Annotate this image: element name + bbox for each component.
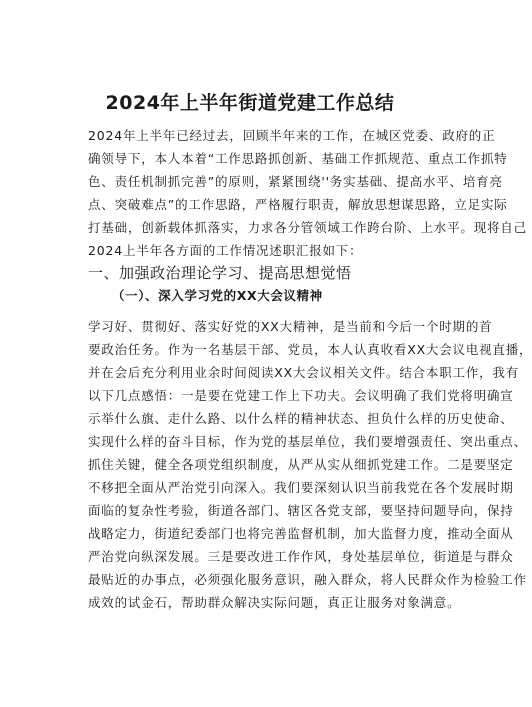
body-line: 成效的试金石，帮助群众解决实际问题，真正让服务对象满意。 — [88, 595, 461, 610]
intro-line: 色、责任机制抓完善”的原则，紧紧围绕''务实基础、提高水平、培育亮 — [88, 174, 503, 189]
subsection-heading: （一）、深入学习党的XX大会议精神 — [112, 288, 323, 303]
body-paragraph — [88, 315, 532, 614]
body-line: 实现什么样的奋斗目标，作为党的基层单位，我们要增强责任、突出重点、 — [88, 434, 527, 449]
body-line: 战略定力，街道纪委部门也将完善监督机制，加大监督力度，推动全面从 — [88, 526, 514, 541]
intro-paragraph — [88, 124, 527, 262]
body-line: 并在会后充分利用业余时间阅读XX大会议相关文件。结合本职工作，我有 — [88, 365, 520, 380]
section-heading: 一、加强政治理论学习、提高思想觉悟 — [88, 264, 352, 282]
body-line: 学习好、贯彻好、落实好党的XX大精神，是当前和今后一个时期的首 — [88, 319, 493, 334]
intro-line: 打基础，创新载体抓落实，力求各分管领域工作跨台阶、上水平。现将自己 — [88, 220, 527, 235]
body-line: 示举什么旗、走什么路、以什么样的精神状态、担负什么样的历史使命、 — [88, 411, 514, 426]
intro-line: 2024年上半年已经过去，回顾半年来的工作，在城区党委、政府的正 — [88, 128, 496, 143]
body-line: 抓住关键，健全各项党组织制度，从严从实从细抓党建工作。二是要坚定 — [88, 457, 514, 472]
body-line: 严治党向纵深发展。三是要改进工作作风，身处基层单位，街道是与群众 — [88, 549, 514, 564]
body-line: 面临的复杂性考验，街道各部门、辖区各党支部，要坚持问题导向，保持 — [88, 503, 514, 518]
intro-line: 点、突破难点”的工作思路，严格履行职责，解放思想谋思路，立足实际 — [88, 197, 508, 212]
body-line: 要政治任务。作为一名基层干部、党员，本人认真收看XX大会议电视直播， — [88, 342, 532, 357]
document-title: 2024年上半年街道党建工作总结 — [105, 92, 395, 114]
intro-line: 2024上半年各方面的工作情况述职汇报如下： — [88, 243, 363, 258]
body-line: 不移把全面从严治党引向深入。我们要深刻认识当前我党在各个发展时期 — [88, 480, 514, 495]
intro-line: 确领导下，本人本着“工作思路抓创新、基础工作抓规范、重点工作抓特 — [88, 151, 508, 166]
body-line: 以下几点感悟：一是要在党建工作上下功夫。会议明确了我们党将明确宣 — [88, 388, 514, 403]
body-line: 最贴近的办事点，必须强化服务意识，融入群众，将人民群众作为检验工作 — [88, 572, 527, 587]
